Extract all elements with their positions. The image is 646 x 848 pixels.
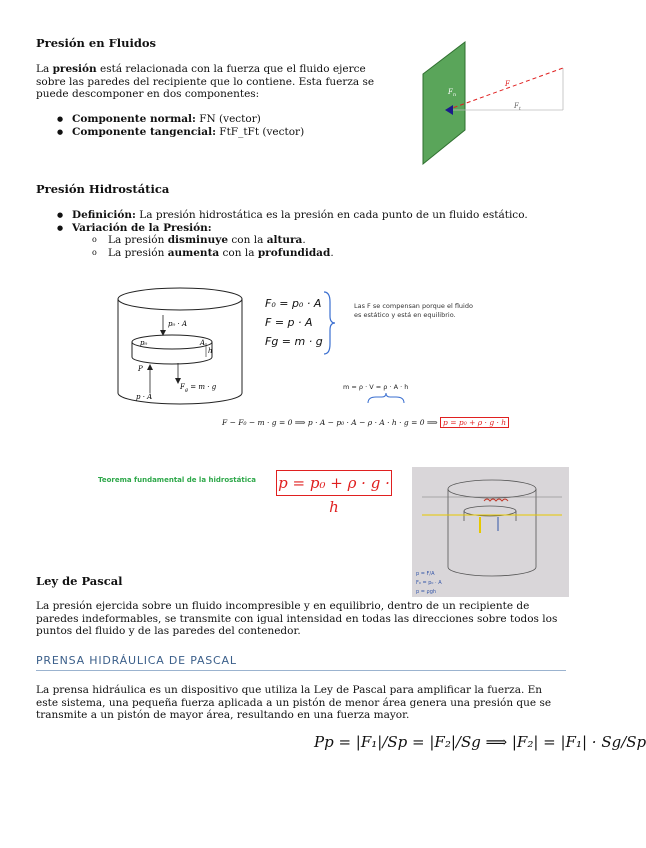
text-run: .	[302, 234, 306, 246]
equation-fg: Fg = m · g	[265, 335, 323, 348]
cyl-pa-label: p · A	[136, 393, 153, 401]
notes-photo	[412, 467, 569, 597]
text-run: La presión	[108, 234, 168, 246]
list-subitem	[36, 247, 576, 260]
ft-label: F	[514, 102, 519, 110]
text-run: FtF_tFt (vector)	[215, 125, 305, 138]
text-run: con la	[219, 246, 258, 259]
paragraph-ley-pascal: La presión ejercida sobre un fluido incompresible y en equilibrio, dentro de un recipiente de paredes indeformables, se transmite con igual intensidad en todas las direcciones sobre todos los puntos del fluido y de las paredes del contenedor.	[36, 600, 558, 637]
bold-term: Componente normal:	[72, 113, 196, 125]
fn-label: F	[448, 88, 453, 96]
teorema-formula-box: p = p₀ + ρ · g · h	[276, 470, 392, 496]
bold-term: disminuye	[167, 234, 229, 246]
teorema-label: Teorema fundamental de la hidrostática	[98, 476, 256, 484]
bold-term: aumenta	[167, 246, 220, 259]
cyl-a-label: A	[200, 339, 206, 347]
f-label: F	[505, 80, 510, 88]
equation-chain	[222, 418, 509, 427]
paragraph-presion	[36, 63, 396, 101]
bold-term: altura	[266, 234, 303, 246]
heading-prensa-hidraulica: PRENSA HIDRÁULICA DE PASCAL	[36, 654, 237, 667]
text-run: La presión hidrostática es la presión en cada punto de un fluido estático.	[135, 209, 528, 221]
chain-result-box: p = p₀ + ρ · g · h	[440, 417, 509, 428]
photo-note-1: p = F/A	[416, 571, 435, 577]
list-subitem	[36, 234, 576, 247]
fn-sub: n	[452, 92, 457, 98]
equilibrium-note: Las F se compensan porque el fluido es estático y está en equilibrio.	[354, 302, 473, 319]
heading-rule	[36, 670, 566, 671]
text-run: con la	[228, 234, 267, 246]
bold-term: profundidad	[257, 246, 331, 259]
cyl-p-label: P	[138, 365, 143, 373]
cyl-p0-label: p₀	[140, 339, 148, 347]
prensa-formula: Pp = |F₁|/Sp = |F₂|/Sg ⟹ |F₂| = |F₁| · Sg/Sp	[314, 733, 646, 751]
chain-lhs: F − F₀ − m · g = 0 ⟹ p · A − p₀ · A − ρ · A · h · g = 0 ⟹	[222, 418, 438, 427]
cyl-top-label: p₀ · A	[168, 320, 188, 328]
list-item	[36, 222, 576, 235]
bold-term: Definición:	[72, 209, 136, 221]
list-item	[36, 126, 396, 139]
equation-f0: F₀ = p₀ · A	[265, 297, 322, 310]
text-run: FN (vector)	[195, 113, 261, 125]
text-run: La	[36, 63, 53, 75]
cylinder-figure	[110, 285, 250, 410]
under-brace-icon	[366, 393, 406, 405]
ft-sub: t	[518, 106, 521, 112]
section-title-presion-hidrostatica: Presión Hidrostática	[36, 182, 170, 196]
mass-equation: m = ρ · V = ρ · A · h	[343, 383, 409, 391]
paragraph-prensa: La prensa hidráulica es un dispositivo que utiliza la Ley de Pascal para amplificar la fuerza. En este sistema, una pequeña fuerza aplicada a un pistón de menor área genera una presión que se transmite a un pistón de mayor área, resultando en una fuerza mayor.	[36, 684, 552, 721]
list-item	[36, 113, 396, 126]
bold-term: Variación de la Presión:	[72, 221, 212, 234]
cyl-fg-rest: = m · g	[188, 383, 217, 391]
right-brace-icon	[322, 290, 336, 356]
cyl-fg-label: F	[180, 383, 185, 391]
force-equations	[265, 294, 323, 351]
photo-note-2: F₀ = p₀ · A	[416, 580, 442, 586]
bold-term: Componente tangencial:	[72, 125, 216, 138]
equation-f: F = p · A	[265, 316, 313, 329]
text-run: La presión	[108, 246, 168, 259]
photo-note-3: p = ρgh	[416, 589, 437, 595]
components-list	[36, 113, 396, 138]
svg-text:Ft	[513, 102, 522, 112]
svg-text:Fg = m · g: $F_g = m \cdot g$	[180, 383, 217, 393]
cyl-h-label: h	[208, 347, 213, 355]
text-run: .	[330, 246, 334, 259]
text-run: está relacionada con la fuerza que el fluido ejerce sobre las paredes del recipiente que lo contiene. Esta fuerza se puede descomponer en dos componentes:	[36, 63, 375, 100]
section-title-presion-fluidos: Presión en Fluidos	[36, 36, 157, 50]
section-title-ley-pascal: Ley de Pascal	[36, 574, 123, 588]
hydrostatic-list	[36, 209, 576, 259]
list-item	[36, 209, 576, 222]
bold-term: presión	[52, 63, 97, 75]
green-plane	[423, 42, 465, 164]
force-decomposition-figure	[417, 38, 567, 168]
